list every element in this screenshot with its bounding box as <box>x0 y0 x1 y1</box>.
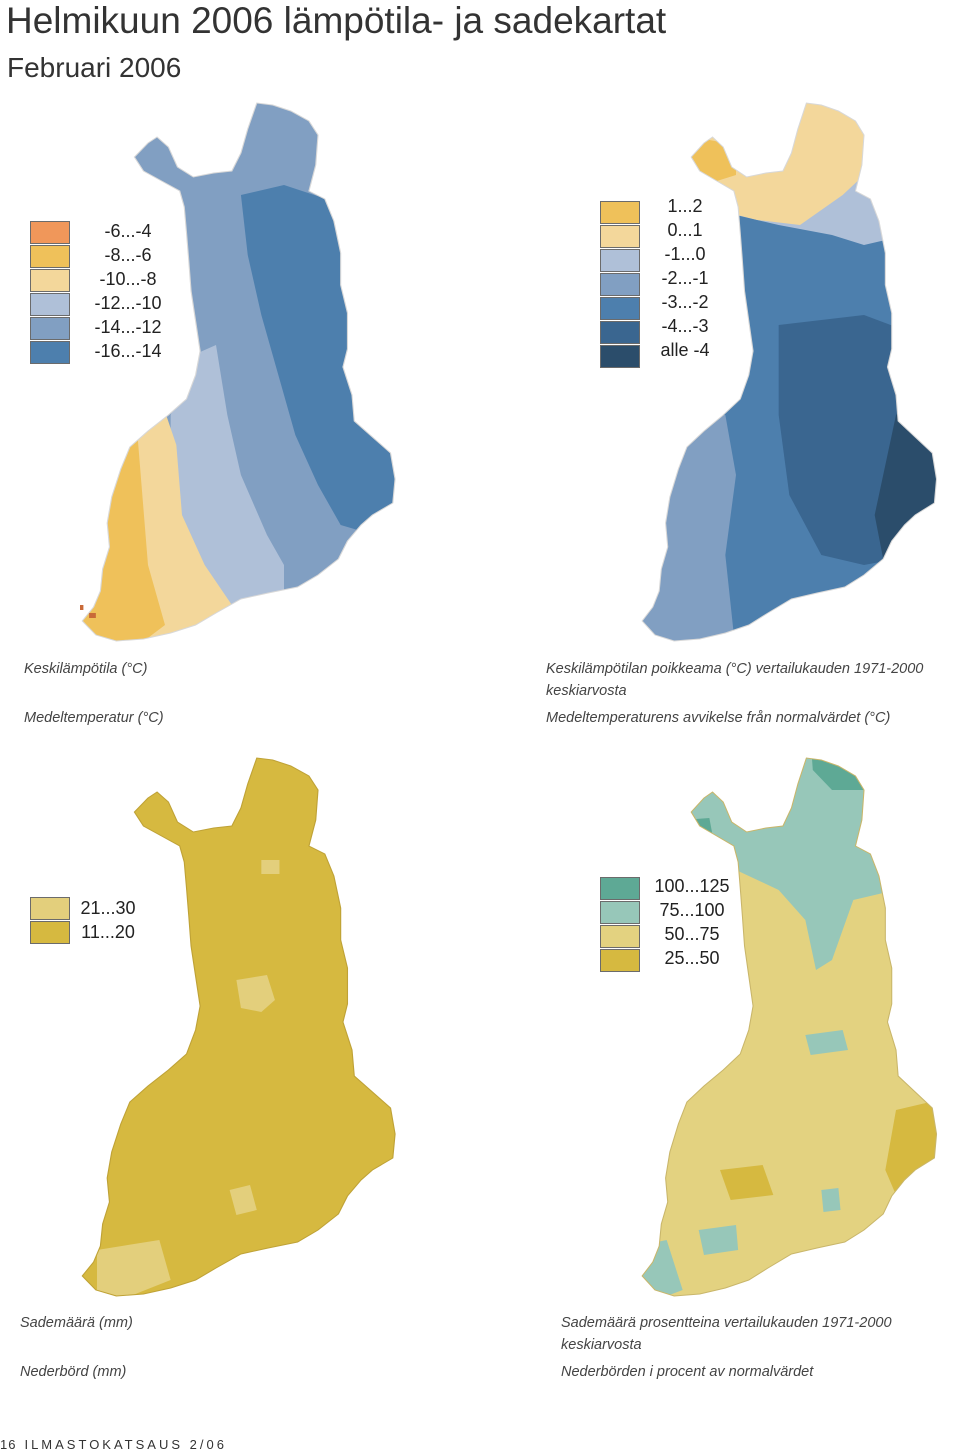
legend-label: 0...1 <box>667 220 703 240</box>
precipitation-percent-caption-fi: Sademäärä prosentteina vertailukauden 1971-2000 <box>561 1315 892 1331</box>
legend-swatch <box>600 297 640 320</box>
legend-swatch <box>600 877 640 900</box>
legend-swatch <box>600 321 640 344</box>
legend-label: alle -4 <box>660 340 710 360</box>
legend-swatch <box>30 269 70 292</box>
legend-swatch <box>600 273 640 296</box>
precipitation-percent-caption-sv: Nederbörden i procent av normalvärdet <box>561 1364 814 1380</box>
temperature-anomaly-map <box>640 95 960 655</box>
legend-label: -8...-6 <box>104 245 152 265</box>
page-number: 16 <box>0 1437 17 1452</box>
legend-swatch <box>30 293 70 316</box>
legend-label: 75...100 <box>659 900 725 920</box>
legend-label: -4...-3 <box>661 316 709 336</box>
legend-swatch <box>30 897 70 920</box>
temperature-anomaly-caption-sv: Medeltemperaturens avvikelse från normalvärdet (°C) <box>546 710 891 726</box>
page-footer <box>0 1437 227 1452</box>
legend-swatch <box>30 221 70 244</box>
legend-swatch <box>600 201 640 224</box>
legend-label: -16...-14 <box>94 341 162 361</box>
precipitation-percent-map <box>640 750 960 1310</box>
legend-swatch <box>600 225 640 248</box>
precipitation-percent-caption-fi-2: keskiarvosta <box>561 1337 642 1353</box>
mean-temperature-caption-fi: Keskilämpötila (°C) <box>24 661 148 677</box>
legend-label: -10...-8 <box>99 269 157 289</box>
legend-label: -1...0 <box>664 244 706 264</box>
legend-label: -2...-1 <box>661 268 709 288</box>
legend-swatch <box>600 925 640 948</box>
mean-temperature-caption-sv: Medeltemperatur (°C) <box>24 710 164 726</box>
legend-swatch <box>30 245 70 268</box>
page-subtitle: Februari 2006 <box>7 52 182 83</box>
page-title: Helmikuun 2006 lämpötila- ja sadekartat <box>6 0 667 41</box>
precipitation-map <box>80 750 420 1310</box>
legend-label: 25...50 <box>664 948 720 968</box>
legend-label: -14...-12 <box>94 317 162 337</box>
legend-label: 11...20 <box>81 922 135 942</box>
legend-label: 21...30 <box>80 898 136 918</box>
legend-label: -6...-4 <box>104 221 152 241</box>
legend-swatch <box>600 345 640 368</box>
precipitation-caption-sv: Nederbörd (mm) <box>20 1364 127 1380</box>
legend-swatch <box>600 249 640 272</box>
temperature-anomaly-caption-fi: Keskilämpötilan poikkeama (°C) vertailukauden 1971-2000 <box>546 661 924 677</box>
legend-label: 1...2 <box>667 196 703 216</box>
temperature-anomaly-caption-fi-2: keskiarvosta <box>546 683 627 699</box>
legend-label: -12...-10 <box>94 293 162 313</box>
legend-swatch <box>30 921 70 944</box>
legend-swatch <box>30 317 70 340</box>
legend-swatch <box>600 949 640 972</box>
legend-label: -3...-2 <box>661 292 709 312</box>
legend-label: 100...125 <box>654 876 730 896</box>
mean-temperature-map <box>80 95 420 655</box>
legend-swatch <box>30 341 70 364</box>
precipitation-caption-fi: Sademäärä (mm) <box>20 1315 133 1331</box>
legend-swatch <box>600 901 640 924</box>
publication-name: ILMASTOKATSAUS 2/06 <box>24 1437 227 1452</box>
legend-label: 50...75 <box>664 924 720 944</box>
